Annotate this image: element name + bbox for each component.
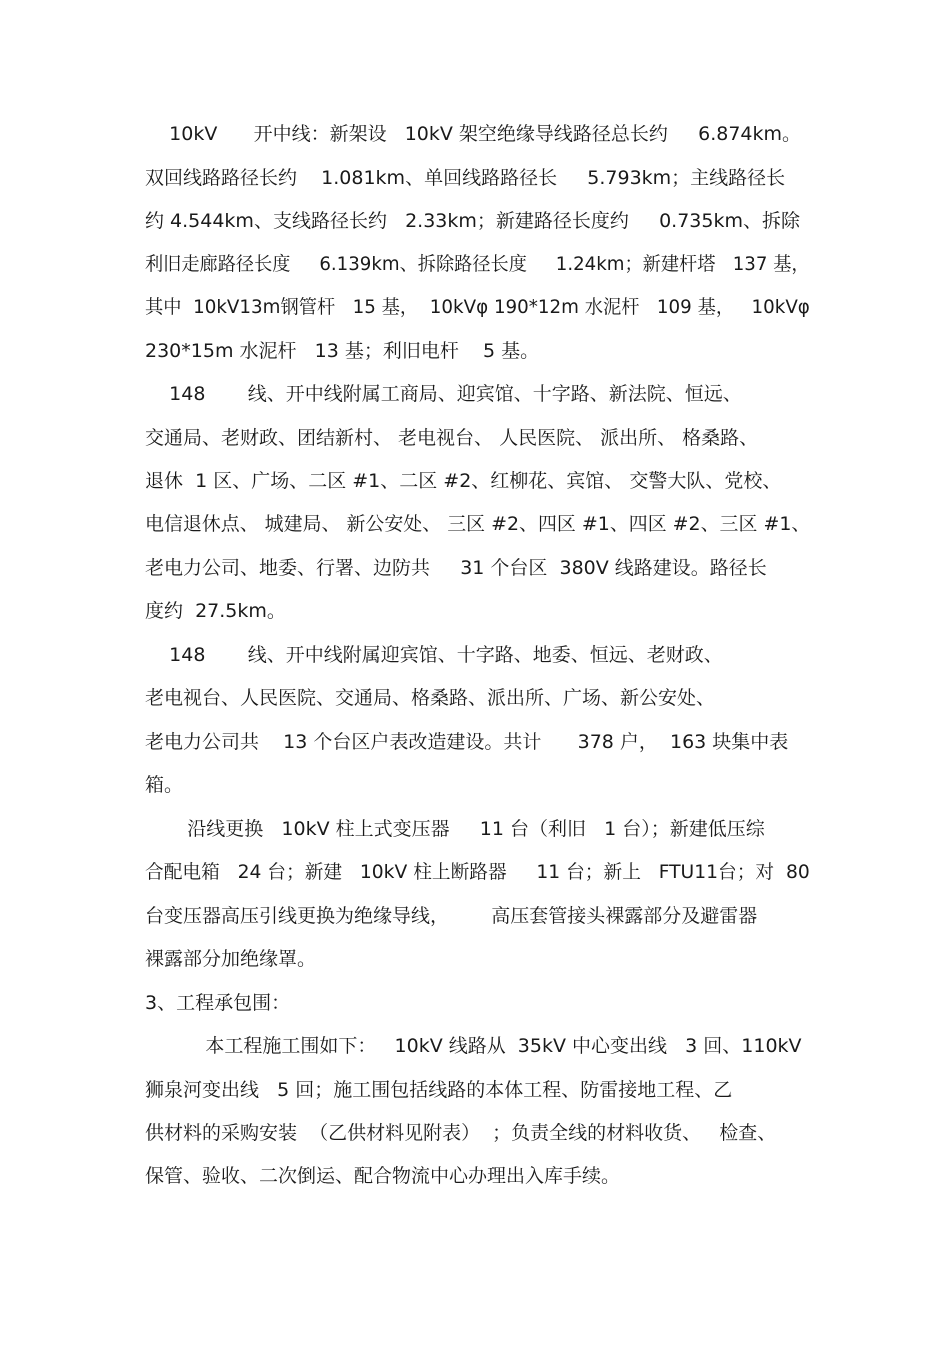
section-heading: 3、工程承包围： bbox=[145, 992, 291, 1014]
text-line: 电信退休点、 城建局、 新公安处、 三区 #2、四区 #1、四区 #2、三区 #1、 bbox=[145, 513, 811, 535]
text-line: 合配电箱 24 台；新建 10kV 柱上断路器 11 台；新上 FTU11台；对 80 bbox=[145, 861, 810, 883]
text-line: 沿线更换 10kV 柱上式变压器 11 台（利旧 1 台）；新建低压综 bbox=[145, 818, 765, 840]
text-line: 老电力公司、地委、行署、边防共 31 个台区 380V 线路建设。路径长 bbox=[145, 557, 767, 579]
text-line: 本工程施工围如下： 10kV 线路从 35kV 中心变出线 3 回、110kV bbox=[145, 1035, 802, 1057]
text-line: 双回线路路径长约 1.081km、单回线路路径长 5.793km；主线路径长 bbox=[145, 167, 786, 189]
text-line: 230*15m 水泥杆 13 基；利旧电杆 5 基。 bbox=[145, 340, 540, 362]
text-line: 退休 1 区、广场、二区 #1、二区 #2、红柳花、宾馆、 交警大队、党校、 bbox=[145, 470, 782, 492]
text-line: 狮泉河变出线 5 回；施工围包括线路的本体工程、防雷接地工程、乙 bbox=[145, 1079, 733, 1101]
text-line: 老电视台、人民医院、交通局、格桑路、派出所、广场、新公安处、 bbox=[145, 687, 716, 709]
text-line: 老电力公司共 13 个台区户表改造建设。共计 378 户， 163 块集中表 bbox=[145, 731, 789, 753]
text-line: 约 4.544km、支线路径长约 2.33km；新建路径长度约 0.735km、拆除 bbox=[145, 210, 800, 232]
text-line: 度约 27.5km。 bbox=[145, 600, 286, 622]
text-line: 148 线、开中线附属工商局、迎宾馆、十字路、新法院、恒远、 bbox=[145, 383, 742, 405]
text-line: 箱。 bbox=[145, 774, 184, 796]
text-line: 台变压器高压引线更换为绝缘导线， 高压套管接头裸露部分及避雷器 bbox=[145, 905, 758, 927]
text-line: 供材料的采购安装 （乙供材料见附表） ；负责全线的材料收货、 检查、 bbox=[145, 1122, 777, 1144]
text-line: 148 线、开中线附属迎宾馆、十字路、地委、恒远、老财政、 bbox=[145, 644, 723, 666]
text-line: 裸露部分加绝缘罩。 bbox=[145, 948, 317, 970]
text-line: 保管、验收、二次倒运、配合物流中心办理出入库手续。 bbox=[145, 1165, 621, 1187]
text-line: 10kV 开中线：新架设 10kV 架空绝缘导线路径总长约 6.874km。 bbox=[145, 123, 802, 145]
text-line: 交通局、老财政、团结新村、 老电视台、 人民医院、 派出所、 格桑路、 bbox=[145, 427, 759, 449]
text-line: 利旧走廊路径长度 6.139km、拆除路径长度 1.24km；新建杆塔 137 基， bbox=[145, 253, 810, 275]
text-line: 其中 10kV13m钢管杆 15 基， 10kVφ 190*12m 水泥杆 109 基， 10kVφ bbox=[145, 296, 810, 318]
